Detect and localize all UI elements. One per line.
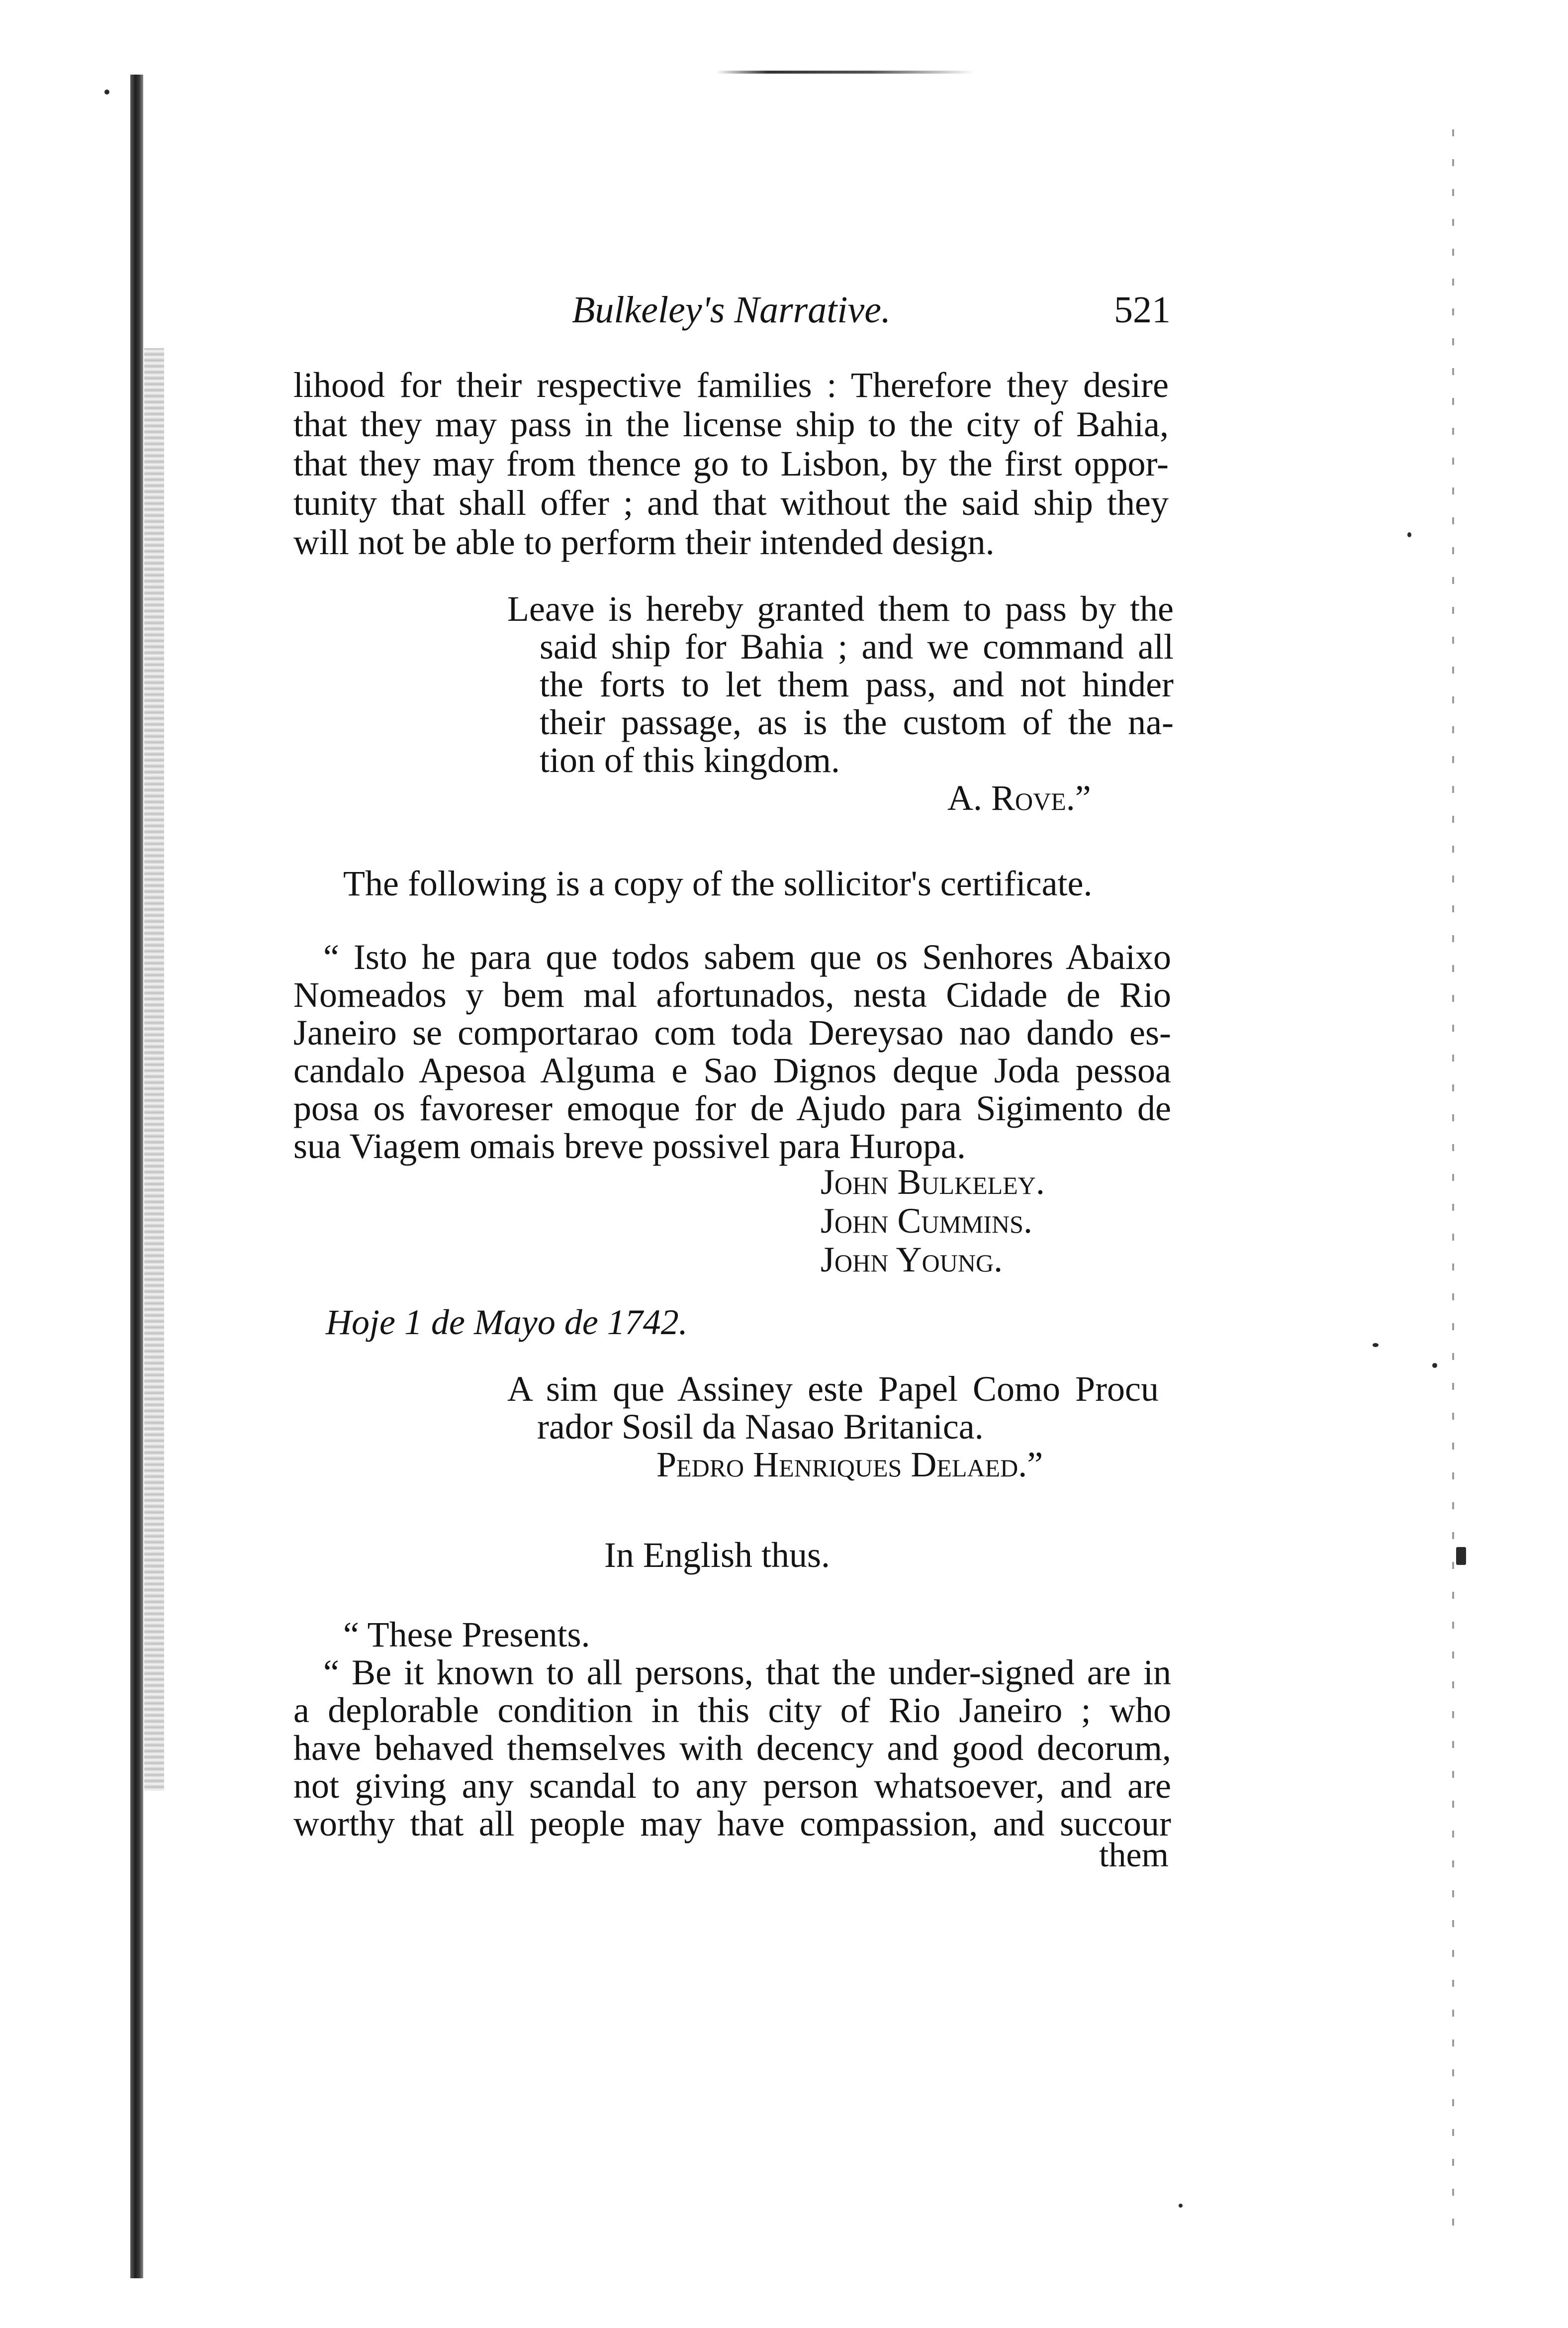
- text-line: posa os favoreser emoque for de Ajudo para Sigimento de: [293, 1088, 1171, 1128]
- signature: A. Rove.”: [947, 778, 1091, 818]
- text-line: not giving any scandal to any person whatsoever, and are: [293, 1766, 1171, 1806]
- scan-speck: [104, 90, 109, 95]
- binding-edge: [130, 75, 143, 2278]
- text-line: a deplorable condition in this city of Rio Janeiro ; who: [293, 1690, 1171, 1730]
- text-line: the forts to let them pass, and not hinder: [540, 665, 1174, 704]
- text-line: tion of this kingdom.: [540, 740, 840, 780]
- text-line: “ Isto he para que todos sabem que os Senhores Abaixo: [323, 937, 1171, 977]
- binding-shadow: [144, 348, 164, 1791]
- scan-speck: [1179, 2204, 1183, 2208]
- text-line: said ship for Bahia ; and we command all: [540, 627, 1174, 667]
- text-line: have behaved themselves with decency and good decorum,: [293, 1728, 1171, 1768]
- signatory: John Cummins.: [821, 1201, 1032, 1241]
- signature: Pedro Henriques Delaed.”: [656, 1445, 1043, 1484]
- text-line: their passage, as is the custom of the na-: [540, 702, 1174, 742]
- text-line: Janeiro se comportarao com toda Dereysao nao dando es-: [293, 1013, 1171, 1053]
- text-line: A sim que Assiney este Papel Como Procu: [507, 1369, 1159, 1409]
- text-line: lihood for their respective families : Therefore they desire: [293, 365, 1169, 405]
- text-line: candalo Apesoa Alguma e Sao Dignos deque Joda pessoa: [293, 1051, 1171, 1090]
- signatory: John Young.: [821, 1240, 1003, 1279]
- catchword: them: [1099, 1836, 1169, 1874]
- scan-speck: [1407, 532, 1411, 537]
- text-line: will not be able to perform their intended design.: [293, 522, 995, 562]
- date-line: Hoje 1 de Mayo de 1742.: [326, 1302, 688, 1342]
- text-line: Leave is hereby granted them to pass by the: [507, 589, 1174, 629]
- text-line: that they may from thence go to Lisbon, by the first oppor-: [293, 444, 1169, 484]
- text-line: “ Be it known to all persons, that the under-signed are in: [323, 1652, 1171, 1692]
- text-line: that they may pass in the license ship to the city of Bahia,: [293, 404, 1169, 444]
- section-intro: The following is a copy of the sollicitor's certificate.: [343, 864, 1093, 903]
- page-edge-right: [1452, 129, 1454, 2248]
- section-heading: In English thus.: [604, 1535, 830, 1575]
- signatory: John Bulkeley.: [821, 1162, 1045, 1202]
- text-line: rador Sosil da Nasao Britanica.: [537, 1407, 984, 1447]
- text-line: tunity that shall offer ; and that without the said ship they: [293, 483, 1169, 523]
- running-title: Bulkeley's Narrative.: [572, 289, 891, 331]
- scan-speck: [1456, 1547, 1466, 1565]
- text-line: “ These Presents.: [343, 1615, 590, 1654]
- scan-mark-top: [716, 71, 975, 74]
- scan-speck: [1373, 1343, 1379, 1347]
- text-line: worthy that all people may have compassion, and succour: [293, 1804, 1171, 1843]
- text-line: sua Viagem omais breve possivel para Huropa.: [293, 1126, 966, 1166]
- text-line: Nomeados y bem mal afortunados, nesta Cidade de Rio: [293, 975, 1171, 1015]
- scan-speck: [1432, 1363, 1437, 1368]
- page-number: 521: [1114, 289, 1171, 331]
